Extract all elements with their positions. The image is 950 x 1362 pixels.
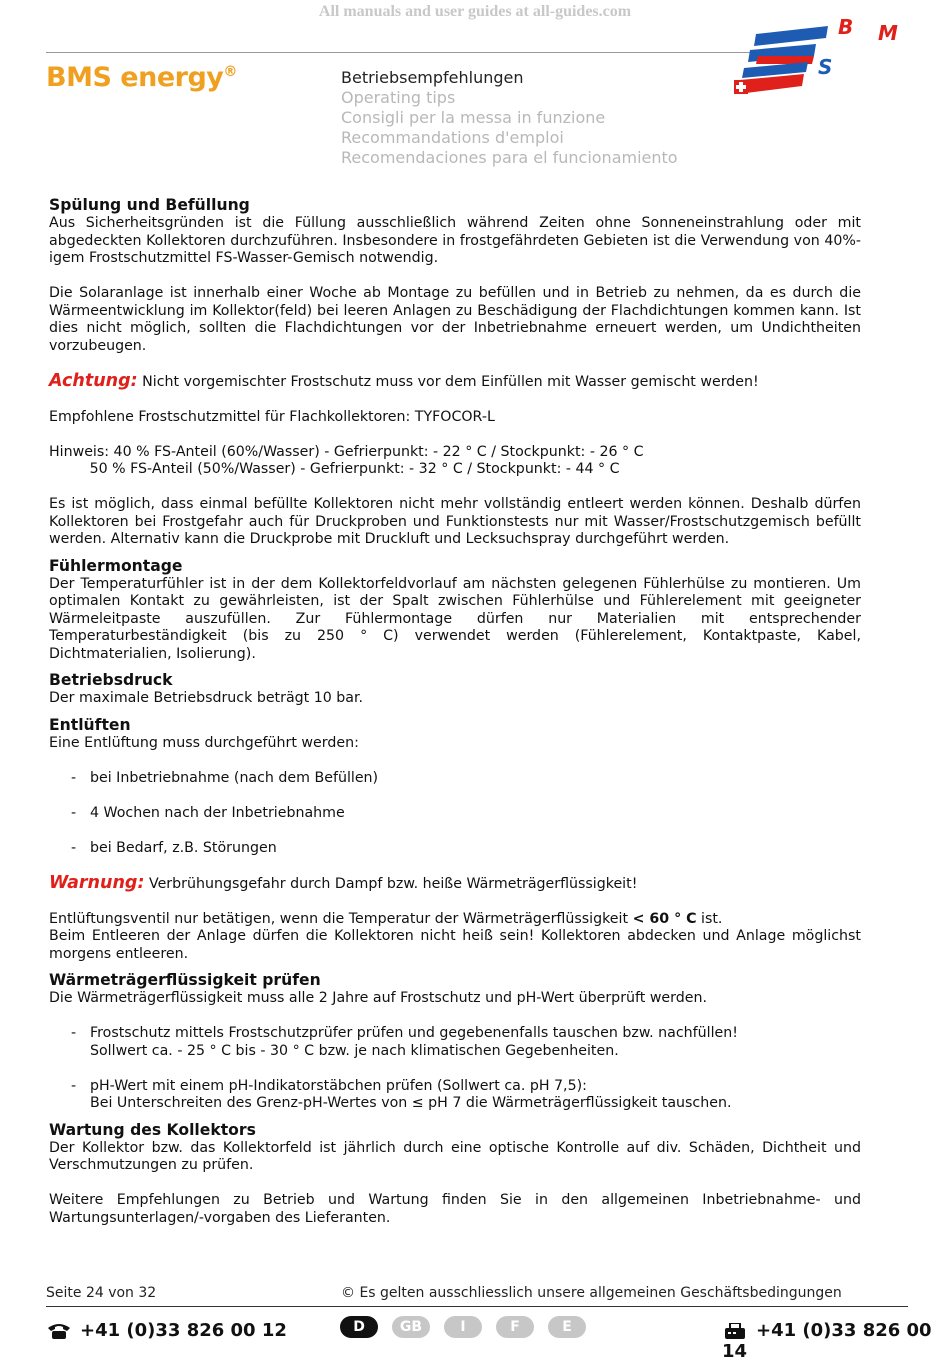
- title-de: Betriebsempfehlungen: [341, 68, 524, 87]
- heading-entlueften: Entlüften: [49, 715, 131, 734]
- achtung-note: [49, 370, 861, 392]
- temperature-limit: < 60 ° C: [632, 910, 697, 927]
- entlueften-paragraph-2: Beim Entleeren der Anlage dürfen die Kollektoren nicht heiß sein! Kollektoren abdecken und Anlage möglichst morgens entleeren.: [49, 928, 861, 962]
- warnung-note: [49, 872, 861, 894]
- list-item: - pH-Wert mit einem pH-Indikatorstäbchen prüfen (Sollwert ca. pH 7,5): Bei Unterschreiten des Grenz-pH-Wertes von ≤ pH 7 die Wärmeträgerflüssigkeit tauschen.: [71, 1077, 732, 1111]
- list-item: - bei Inbetriebnahme (nach dem Befüllen): [71, 769, 379, 786]
- warnung-label: Warnung:: [49, 872, 145, 893]
- brand-mark: ®: [223, 64, 237, 80]
- lang-button-f[interactable]: F: [496, 1316, 534, 1338]
- heading-wartung: Wartung des Kollektors: [49, 1120, 256, 1139]
- bms-logo: [728, 14, 908, 104]
- footer-divider: [46, 1306, 908, 1307]
- pruefen-intro: Die Wärmeträgerflüssigkeit muss alle 2 Jahre auf Frostschutz und pH-Wert überprüft werden.: [49, 990, 707, 1006]
- achtung-text: Nicht vorgemischter Frostschutz muss vor dem Einfüllen mit Wasser gemischt werden!: [137, 373, 759, 390]
- druck-paragraph: Der maximale Betriebsdruck beträgt 10 bar.: [49, 690, 364, 706]
- list-item: - 4 Wochen nach der Inbetriebnahme: [71, 804, 345, 821]
- hinweis-row-2: 50 % FS-Anteil (50%/Wasser) - Gefrierpunkt: - 32 ° C / Stockpunkt: - 44 ° C: [49, 461, 620, 477]
- fax-number: +41 (0)33 826 00 14: [722, 1320, 932, 1362]
- wartung-paragraph-1: Der Kollektor bzw. das Kollektorfeld ist jährlich durch eine optische Kontrolle auf div. Schäden, Dichtheit und Verschmutzungen zu prüfen.: [49, 1139, 861, 1173]
- title-fr: Recommandations d'emploi: [341, 128, 564, 147]
- logo-letter-s: S: [818, 55, 833, 79]
- spuelung-paragraph-2: Die Solaranlage ist innerhalb einer Woche ab Montage zu befüllen und in Betrieb zu nehmen, da es durch die Wärmeentwicklung im Kollektor(feld) bei leeren Anlagen zu Beschädigung der Flachdichtungen kommen kann. Ist dies nicht möglich, sollten die Flachdichtungen vor der Inbetriebnahme erneuert werden, um Undichtheiten vorzubeugen.: [49, 285, 861, 354]
- language-selector: [340, 1316, 586, 1338]
- list-item: - Frostschutz mittels Frostschutzprüfer prüfen und gegebenenfalls tauschen bzw. nachfüllen! Sollwert ca. - 25 ° C bis - 30 ° C bzw. je nach klimatischen Gegebenheiten.: [71, 1025, 738, 1059]
- hinweis-block: [49, 444, 861, 479]
- title-es: Recomendaciones para el funcionamiento: [341, 148, 678, 167]
- lang-button-d[interactable]: D: [340, 1316, 378, 1338]
- lang-button-e[interactable]: E: [548, 1316, 586, 1338]
- heading-spuelung: Spülung und Befüllung: [49, 196, 250, 214]
- title-en: Operating tips: [341, 88, 456, 107]
- header-divider: [46, 52, 751, 53]
- fax-icon: [722, 1322, 748, 1340]
- logo-letter-b: B: [838, 15, 854, 39]
- watermark: All manuals and user guides at all-guides.com: [318, 3, 632, 20]
- lang-button-i[interactable]: I: [444, 1316, 482, 1338]
- warnung-text: Verbrühungsgefahr durch Dampf bzw. heiße Wärmeträgerflüssigkeit!: [144, 875, 638, 892]
- entlueften-list: [49, 770, 861, 858]
- title-it: Consigli per la messa in funzione: [341, 108, 606, 127]
- heading-fuehlermontage: Fühlermontage: [49, 556, 183, 575]
- entlueften-intro: Eine Entlüftung muss durchgeführt werden:: [49, 734, 359, 751]
- phone-number: +41 (0)33 826 00 12: [46, 1320, 287, 1341]
- empfohlen-text: Empfohlene Frostschutzmittel für Flachkollektoren: TYFOCOR-L: [49, 408, 495, 425]
- terms-notice: © Es gelten ausschliesslich unsere allgemeinen Geschäftsbedingungen: [341, 1285, 842, 1301]
- pruefen-list: [49, 1025, 861, 1113]
- list-item: - bei Bedarf, z.B. Störungen: [71, 839, 277, 856]
- entlueften-paragraph-1: Entlüftungsventil nur betätigen, wenn die Temperatur der Wärmeträgerflüssigkeit < 60 ° C ist.: [49, 910, 723, 927]
- document-titles: [341, 68, 678, 168]
- brand-logo: [46, 62, 237, 93]
- spuelung-paragraph-1: Aus Sicherheitsgründen ist die Füllung ausschließlich während Zeiten ohne Sonneneinstrahlung oder mit abgedeckten Kollektoren durchzuführen. Insbesondere in frostgefährdeten Gebieten ist die Verwendung von 40%-igem Frostschutzmittel FS-Wasser-Gemisch notwendig.: [49, 215, 861, 266]
- achtung-label: Achtung:: [49, 370, 138, 391]
- logo-letter-m: M: [878, 21, 898, 45]
- main-content: [49, 196, 861, 1227]
- spuelung-paragraph-3: Es ist möglich, dass einmal befüllte Kollektoren nicht mehr vollständig entleert werden können. Deshalb dürfen Kollektoren bei Frostgefahr auch für Druckproben und Funktionstests nur mit Wasser/Frostschutzgemisch befüllt werden. Alternativ kann die Druckprobe mit Druckluft und Lecksuchspray durchgeführt werden.: [49, 496, 861, 547]
- heading-pruefen: Wärmeträgerflüssigkeit prüfen: [49, 971, 321, 989]
- page-number: Seite 24 von 32: [46, 1285, 157, 1301]
- heading-betriebsdruck: Betriebsdruck: [49, 671, 173, 689]
- wartung-paragraph-2: Weitere Empfehlungen zu Betrieb und Wartung finden Sie in den allgemeinen Inbetriebnahme- und Wartungsunterlagen/-vorgaben des Lieferanten.: [49, 1192, 861, 1226]
- fuehler-paragraph: Der Temperaturfühler ist in der dem Kollektorfeldvorlauf am nächsten gelegenen Fühlerhülse zu montieren. Um optimalen Kontakt zu gewährleisten, ist der Spalt zwischen Fühlerhülse und Fühlerelement mit geeigneter Wärmeleitpaste auszufüllen. Zur Fühlermontage dürfen nur Materialien mit entsprechender Temperaturbeständigkeit (bis zu 250 ° C) verwendet werden (Fühlerelement, Kontaktpaste, Kabel, Dichtmaterialien, Isolierung).: [49, 575, 861, 662]
- telephone-icon: [46, 1322, 72, 1340]
- lang-button-gb[interactable]: GB: [392, 1316, 430, 1338]
- brand-name: BMS energy: [46, 62, 224, 93]
- hinweis-row-1: Hinweis: 40 % FS-Anteil (60%/Wasser) - Gefrierpunkt: - 22 ° C / Stockpunkt: - 26 ° C: [49, 443, 644, 460]
